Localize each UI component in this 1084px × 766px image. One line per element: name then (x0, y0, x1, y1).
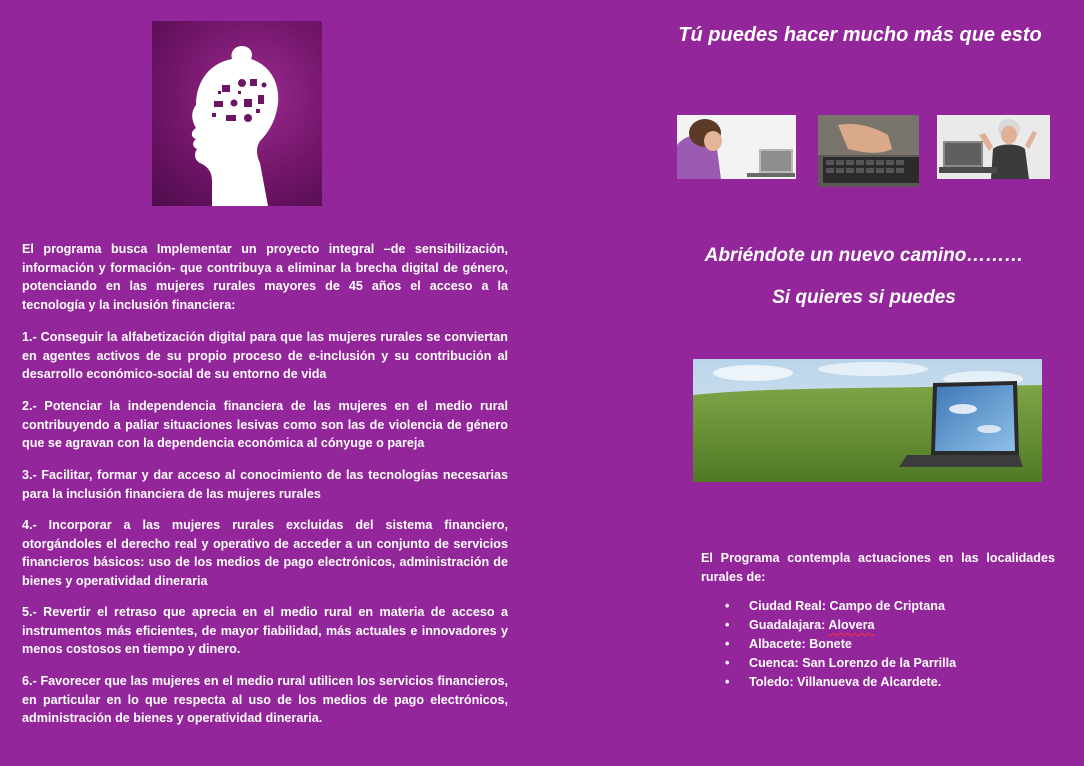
location-town: Alovera (828, 618, 875, 632)
intro-paragraph: El programa busca Implementar un proyecto integral –de sensibilización, información y formación- que contribuya a eliminar la brecha digital de género, potenciando en las mujeres rurales mayores de 45 años el acceso a la tecnología y la inclusión financiera: (22, 242, 508, 312)
location-item (725, 597, 956, 616)
laptop-in-field-photo (693, 359, 1042, 482)
location-town: Bonete (809, 637, 852, 651)
woman-head-illustration (152, 21, 322, 206)
slogan-new-path: Abriéndote un nuevo camino……… (704, 245, 1024, 266)
locations-list (725, 597, 956, 692)
location-town: Campo de Criptana (829, 599, 945, 613)
objective-6: 6.- Favorecer que las mujeres en el medio rural utilicen los servicios financieros, en particular en lo que respecta al uso de los medios de pago electrónicos, administración de bienes y operatividad dineraria. (22, 674, 508, 726)
location-item (725, 635, 956, 654)
frustrated-woman-photo (677, 115, 796, 179)
objective-5: 5.- Revertir el retraso que aprecia en el medio rural en materia de acceso a instrumentos más eficientes, de mayor fiabilidad, más actuales e innovadores y menos costosos en tiempo y dinero. (22, 605, 508, 657)
location-item (725, 654, 956, 673)
headline: Tú puedes hacer mucho más que esto (678, 24, 1042, 46)
location-province: Toledo: (749, 675, 794, 689)
location-province: Ciudad Real: (749, 599, 826, 613)
older-woman-laptop-photo (937, 115, 1050, 179)
hand-keyboard-photo (818, 115, 919, 187)
location-item (725, 616, 956, 635)
location-province: Albacete: (749, 637, 806, 651)
slogan-if-you-want: Si quieres si puedes (772, 287, 956, 308)
location-town: San Lorenzo de la Parrilla (802, 656, 957, 670)
location-item (725, 673, 956, 692)
location-province: Cuenca: (749, 656, 799, 670)
location-province: Guadalajara: (749, 618, 826, 632)
objective-1: 1.- Conseguir la alfabetización digital para que las mujeres rurales se conviertan en agentes activos de su propio proceso de e-inclusión y su contribución al desarrollo económico-social de su entorno de vida (22, 330, 508, 382)
location-town: Villanueva de Alcardete. (797, 675, 942, 689)
objective-3: 3.- Facilitar, formar y dar acceso al conocimiento de las tecnologías necesarias para la inclusión financiera de las mujeres rurales (22, 468, 508, 501)
objective-4: 4.- Incorporar a las mujeres rurales excluidas del sistema financiero, otorgándoles el derecho real y operativo de acceder a un conjunto de servicios financieros básicos: uso de los medios de pago electrónicos, administración de bienes y operatividad dineraria (22, 518, 508, 588)
locations-intro: El Programa contempla actuaciones en las localidades rurales de: (701, 551, 1055, 584)
objective-2: 2.- Potenciar la independencia financiera de las mujeres en el medio rural contribuyendo a paliar situaciones lesivas como son las de violencia de género que se agravan con la dependencia económica al cónyuge o pareja (22, 399, 508, 451)
